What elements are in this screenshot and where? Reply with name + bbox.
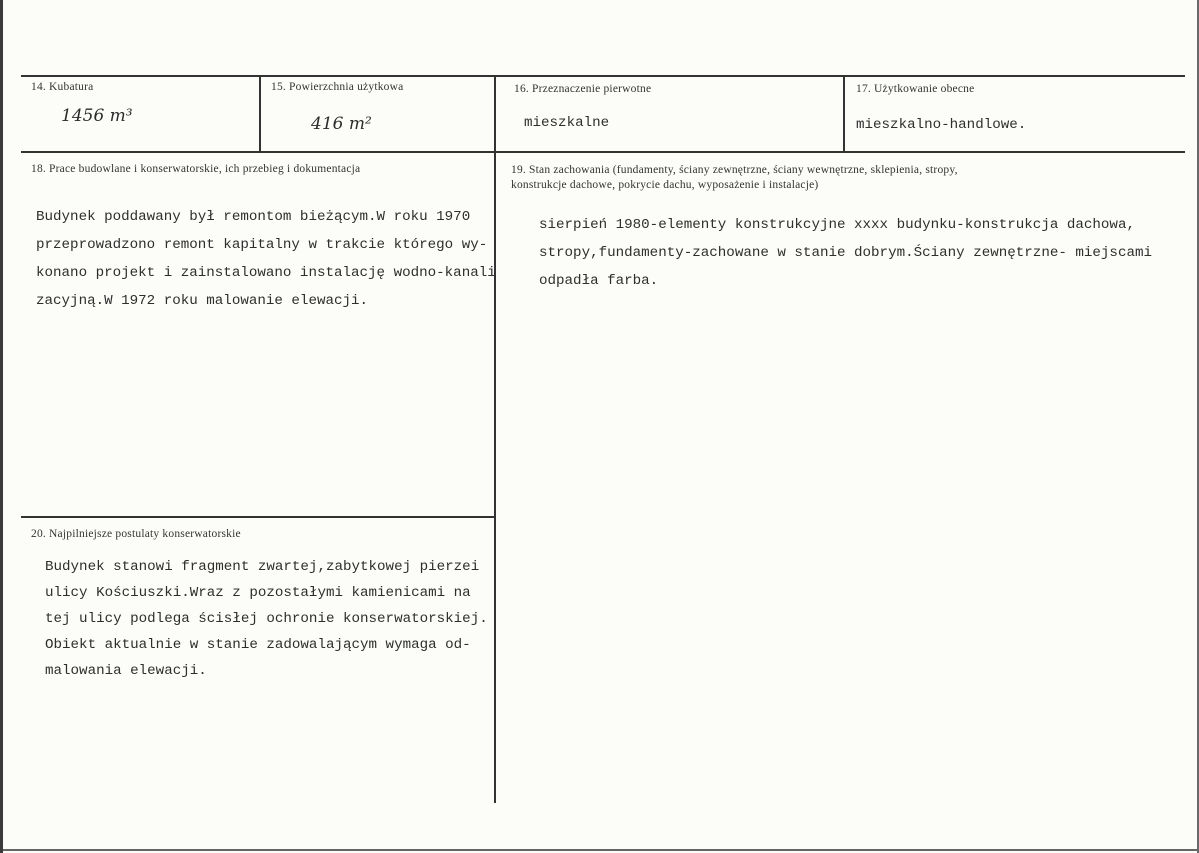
prace-text [36,203,496,315]
stan-label-line2: konstrukcje dachowe, pokrycie dachu, wyposażenie i instalacje) [511,179,819,191]
postulaty-text [45,554,488,684]
col-divider-2 [494,75,496,803]
prace-line: zacyjną.W 1972 roku malowanie elewacji. [36,293,369,309]
stan-line: odpadła farba. [539,273,659,289]
przeznaczenie-value: mieszkalne [524,115,610,131]
powierzchnia-value: 416 m² [311,114,372,134]
stan-label-line1: 19. Stan zachowania (fundamenty, ściany zewnętrzne, ściany wewnętrzne, sklepienia, stropy, [511,164,958,176]
prace-line: przeprowadzono remont kapitalny w trakcie którego wy- [36,237,488,253]
postulaty-line: Budynek stanowi fragment zwartej,zabytkowej pierzei [45,559,480,575]
stan-line: sierpień 1980-elementy konstrukcyjne xxxx budynku-konstrukcja dachowa, [539,217,1135,233]
postulaty-line: malowania elewacji. [45,663,207,679]
kubatura-value: 1456 m³ [61,106,133,126]
postulaty-line: Obiekt aktualnie w stanie zadowalającym wymaga od- [45,637,471,653]
card-bottom-edge [3,849,1199,851]
postulaty-line: tej ulicy podlega ścisłej ochronie konserwatorskiej. [45,611,488,627]
uzytkowanie-label: 17. Użytkowanie obecne [856,83,975,95]
kubatura-label: 14. Kubatura [31,81,94,93]
section20-top-rule [21,516,495,518]
stan-text [539,211,1152,295]
col-divider-3 [843,75,845,152]
prace-line: Budynek poddawany był remontom bieżącym.W roku 1970 [36,209,471,225]
postulaty-label: 20. Najpilniejsze postulaty konserwatorskie [31,528,241,540]
uzytkowanie-value: mieszkalno-handlowe. [856,117,1027,133]
prace-line: konano projekt i zainstalowano instalację wodno-kanali [36,265,496,281]
top-rule [21,75,1185,77]
row1-bottom-rule [21,151,1185,153]
col-divider-1 [259,75,261,152]
powierzchnia-label: 15. Powierzchnia użytkowa [271,81,404,93]
stan-line: stropy,fundamenty-zachowane w stanie dobrym.Ściany zewnętrzne- miejscami [539,245,1152,261]
przeznaczenie-label: 16. Przeznaczenie pierwotne [514,83,652,95]
postulaty-line: ulicy Kościuszki.Wraz z pozostałymi kamienicami na [45,585,471,601]
prace-label: 18. Prace budowlane i konserwatorskie, ich przebieg i dokumentacja [31,163,361,175]
